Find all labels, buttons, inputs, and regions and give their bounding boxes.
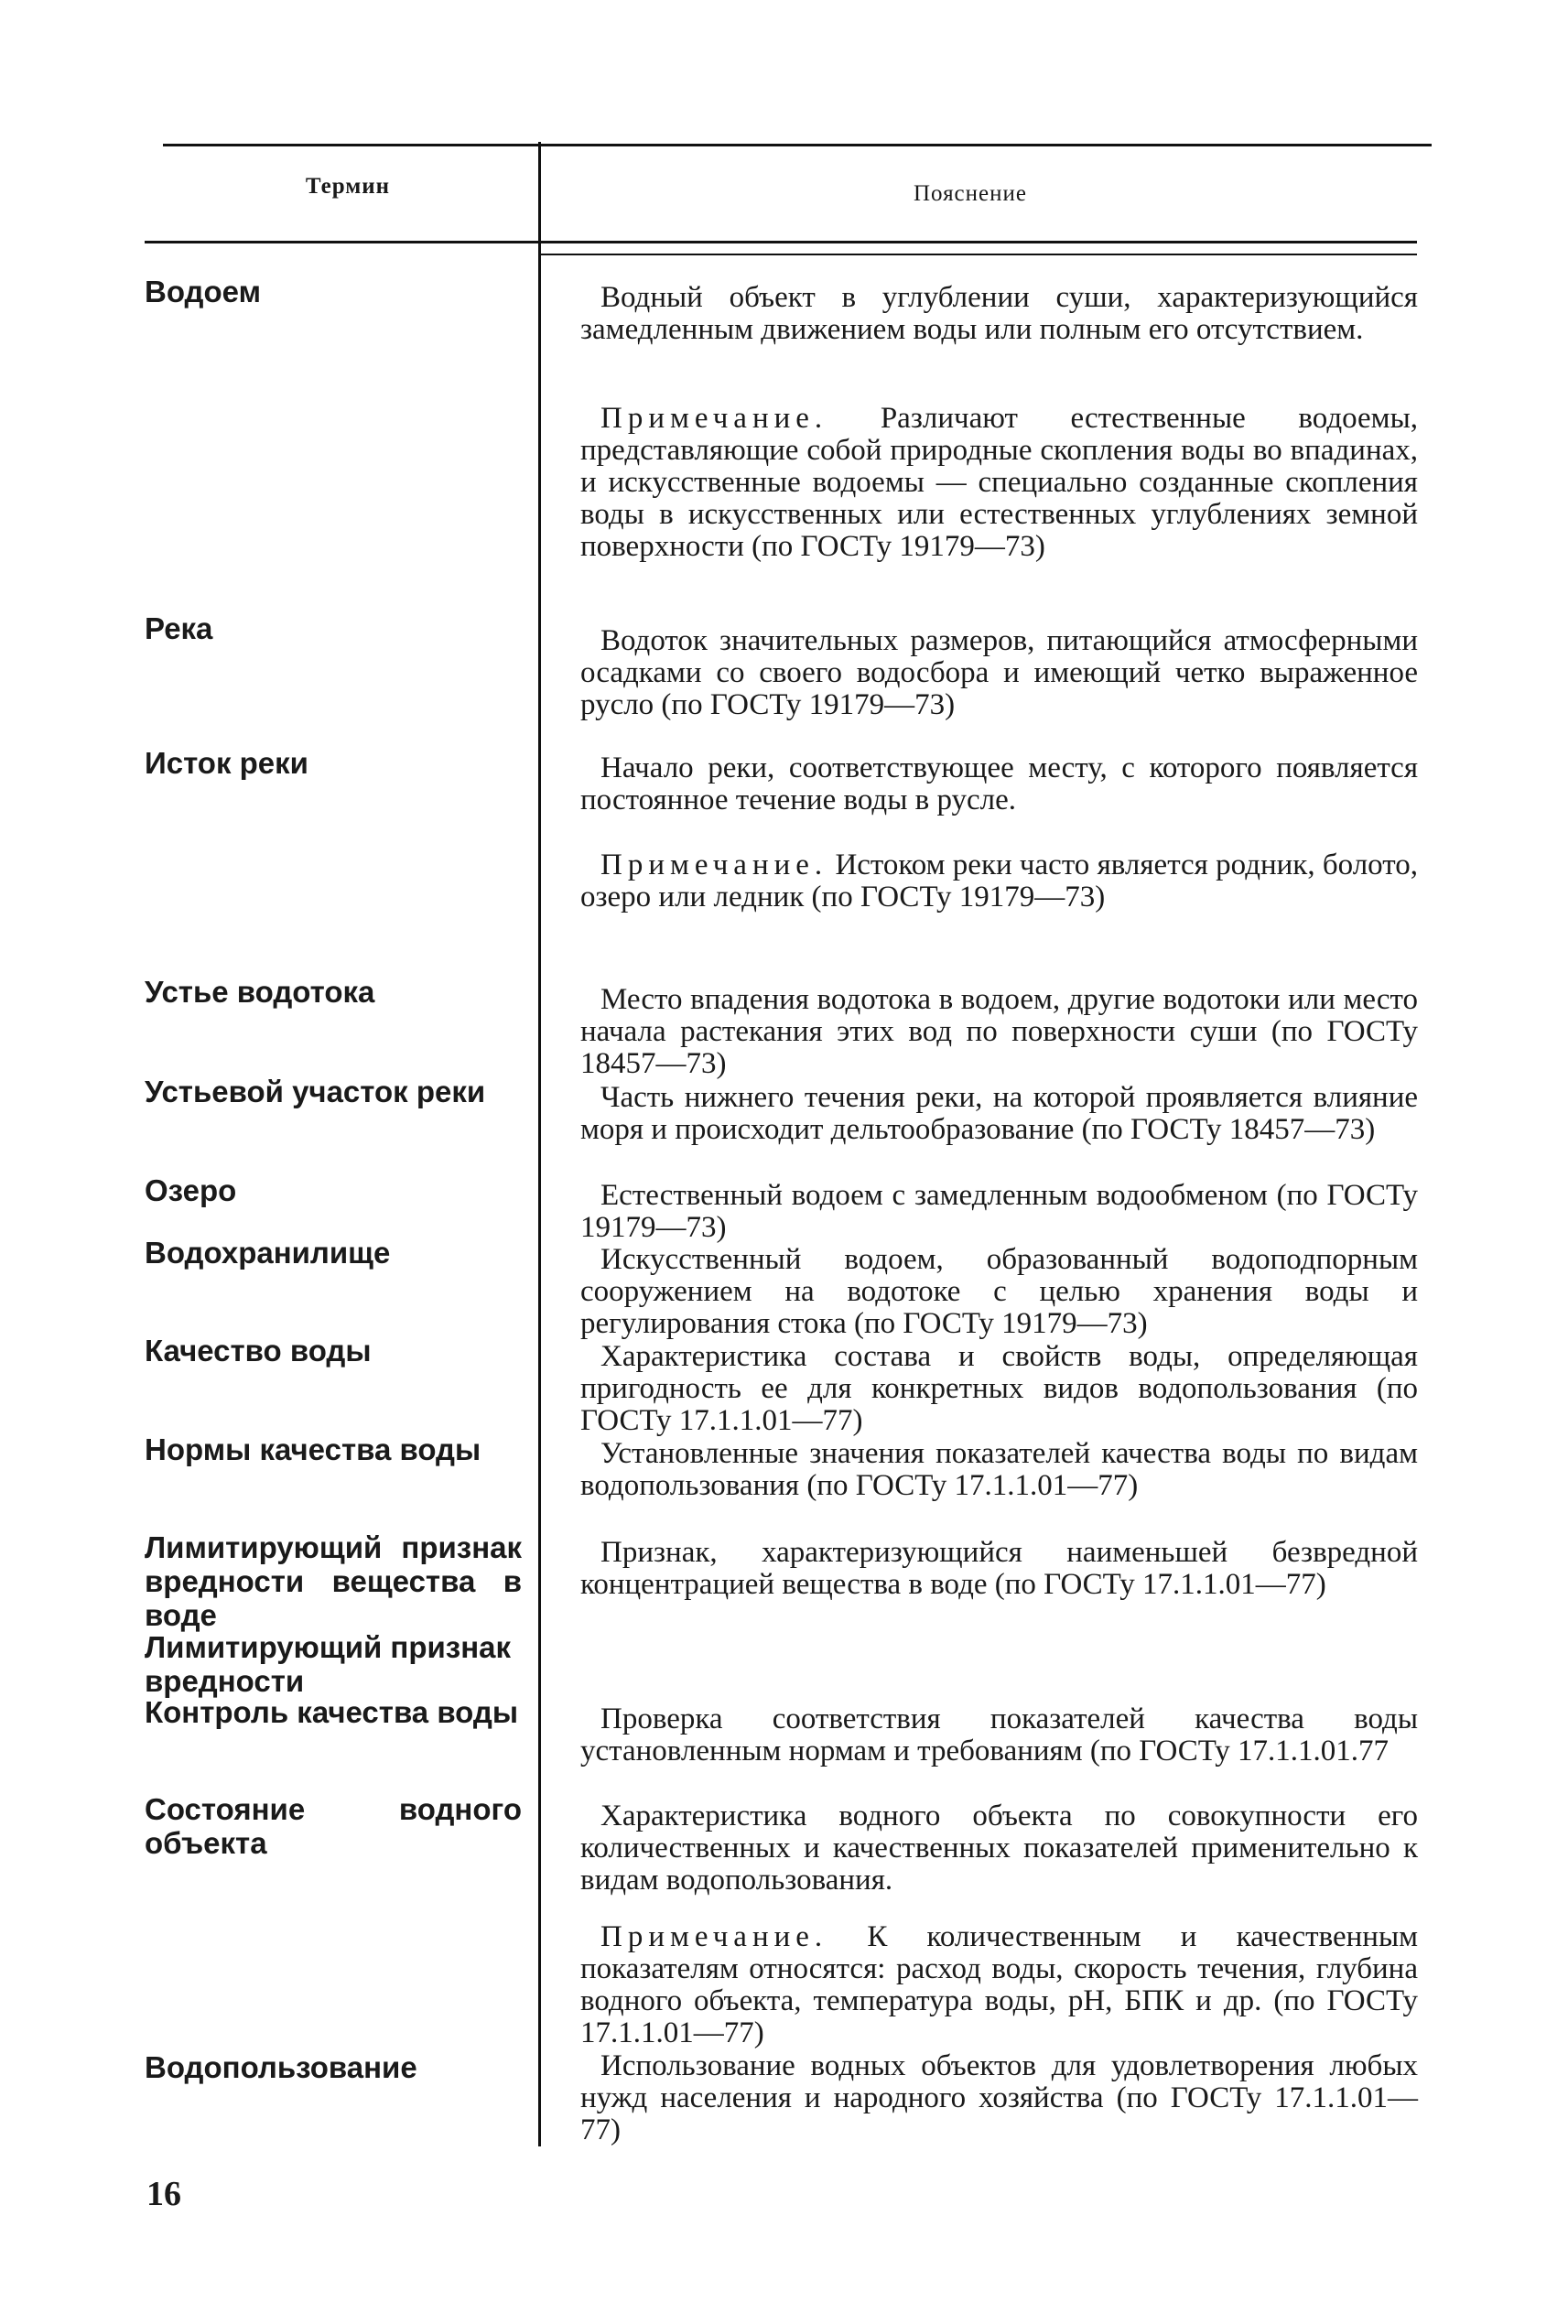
page-number: 16 <box>146 2175 181 2213</box>
note-text: Различают естественные водоемы, представляющие собой природные скопления воды во впадинах, и искусственные водоемы — специально созданные скопления воды в искусственных или естественных углублениях земной поверхности (по ГОСТу 19179—73) <box>580 402 1418 563</box>
term-vodopolzovanie: Водопользование <box>145 2050 417 2084</box>
term-normy: Нормы качества воды <box>145 1432 481 1466</box>
note-text: К количественным и качественным показателям относятся: расход воды, скорость течения, глубина водного объекта, температура воды, pH, БПК и др. (по ГОСТу 17.1.1.01—77) <box>580 1920 1418 2049</box>
note-istok <box>580 849 1418 913</box>
term-ustevoy: Устьевой участок реки <box>145 1075 486 1108</box>
term-vodohranilishche: Водохранилище <box>145 1236 391 1270</box>
term-kontrol: Контроль качества воды <box>145 1695 519 1729</box>
expl-kachestvo: Характеристика состава и свойств воды, определяющая пригодность ее для конкретных видов водопользования (по ГОСТу 17.1.1.01—77) <box>580 1340 1418 1437</box>
expl-uste: Место впадения водотока в водоем, другие водотоки или место начала растекания этих вод по поверхности суши (по ГОСТу 18457—73) <box>580 983 1418 1080</box>
term-vodoem: Водоем <box>145 275 261 308</box>
expl-ozero: Естественный водоем с замедленным водообменом (по ГОСТу 19179—73) <box>580 1179 1418 1244</box>
note-label: Примечание. <box>600 849 828 881</box>
expl-sostoyanie: Характеристика водного объекта по совокупности его количественных и качественных показателей применительно к видам водопользования. <box>580 1800 1418 1897</box>
expl-istok: Начало реки, соответствующее месту, с которого появляется постоянное течение воды в русле. <box>580 751 1418 816</box>
note-sostoyanie <box>580 1921 1418 2049</box>
expl-ustevoy: Часть нижнего течения реки, на которой проявляется влияние моря и происходит дельтообразование (по ГОСТу 18457—73) <box>580 1081 1418 1146</box>
term-reka: Река <box>145 611 213 645</box>
expl-vodoem: Водный объект в углублении суши, характеризующийся замедленным движением воды или полным его отсутствием. <box>580 281 1418 346</box>
header-explanation: Пояснение <box>913 181 1027 206</box>
term-limit: Лимитирующий признак вредности вещества в воде <box>145 1530 522 1632</box>
note-text: Истоком реки часто является родник, болото, озеро или ледник (по ГОСТу 19179—73) <box>580 849 1418 913</box>
term-sostoyanie: Состояние водного объекта <box>145 1792 522 1860</box>
note-label: Примечание. <box>600 1920 828 1953</box>
column-divider <box>538 142 541 2146</box>
expl-reka: Водоток значительных размеров, питающийся атмосферными осадками со своего водосбора и имеющий четко выраженное русло (по ГОСТу 19179—73) <box>580 624 1418 721</box>
expl-limit: Признак, характеризующийся наименьшей безвредной концентрацией вещества в воде (по ГОСТу 17.1.1.01—77) <box>580 1536 1418 1601</box>
note-vodoem <box>580 403 1418 563</box>
expl-vodohranilishche: Искусственный водоем, образованный водоподпорным сооружением на водотоке с целью хранения воды и регулирования стока (по ГОСТу 19179—73) <box>580 1243 1418 1340</box>
term-limit-alt: Лимитирующий признак вредности <box>145 1630 512 1698</box>
note-label: Примечание. <box>600 402 828 435</box>
header-term: Термин <box>305 174 391 199</box>
table-top-rule <box>163 144 1432 146</box>
term-uste: Устье водотока <box>145 975 375 1009</box>
term-kachestvo: Качество воды <box>145 1334 372 1367</box>
expl-vodopolzovanie: Использование водных объектов для удовлетворения любых нужд населения и народного хозяйства (по ГОСТу 17.1.1.01—77) <box>580 2049 1418 2146</box>
term-istok: Исток реки <box>145 746 308 780</box>
expl-kontrol: Проверка соответствия показателей качества воды установленным нормам и требованиям (по ГОСТу 17.1.1.01.77 <box>580 1702 1418 1767</box>
header-bottom-rule-2 <box>540 254 1417 255</box>
header-bottom-rule <box>145 241 1417 243</box>
expl-normy: Установленные значения показателей качества воды по видам водопользования (по ГОСТу 17.1.1.01—77) <box>580 1437 1418 1502</box>
term-ozero: Озеро <box>145 1173 237 1207</box>
